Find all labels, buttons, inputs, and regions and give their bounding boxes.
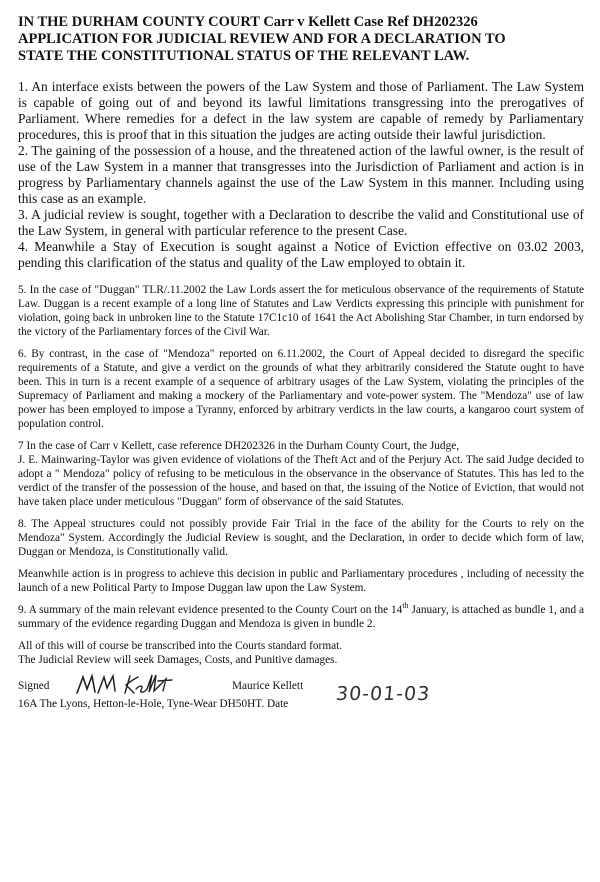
paragraph-9-start: 9. A summary of the main relevant evidence presented to the County Court on the 14 — [18, 604, 403, 616]
paragraph-7 — [18, 439, 584, 509]
document-page — [18, 14, 584, 719]
closing-line-2: The Judicial Review will seek Damages, Costs, and Punitive damages. — [18, 654, 338, 666]
closing-line-1: All of this will of course be transcribed into the Courts standard format. — [18, 640, 343, 652]
closing-block — [18, 639, 584, 667]
paragraph-7-line-1: 7 In the case of Carr v Kellett, case reference DH202326 in the Durham County Court, the Judge, — [18, 440, 460, 452]
paragraph-4: 4. Meanwhile a Stay of Execution is sought against a Notice of Eviction effective on 03.02 2003, pending this clarification of the status and quality of the Law employed to obtain it. — [18, 239, 584, 270]
paragraph-9-superscript: th — [402, 601, 409, 611]
paragraph-8: 8. The Appeal structures could not possibly provide Fair Trial in the face of the ability for the Courts to rely on the Mendoza" System. Accordingly the Judicial Review is sought, and the Declaration, in order to decide which form of law, Duggan or Mendoza, is Constitutionally valid. — [18, 518, 584, 558]
signer-address: 16A The Lyons, Hetton-le-Hole, Tyne-Wear DH50HT. Date — [18, 698, 289, 710]
signer-name: Maurice Kellett — [232, 680, 304, 692]
paragraph-9 — [18, 603, 584, 631]
paragraph-2: 2. The gaining of the possession of a house, and the threatened action of the lawful owner, is the result of use of the Law System in a manner that transgresses into the Jurisdiction of Parliament and action is in progress by Parliamentary channels against the use of the Law System in this manner. Including using this case as an example. — [18, 143, 584, 206]
paragraph-meanwhile: Meanwhile action is in progress to achieve this decision in public and Parliamentary procedures , including of necessity the launch of a new Political Party to Impose Duggan law upon the Law System. — [18, 568, 584, 594]
handwritten-signature — [74, 671, 194, 697]
heading-line-1: IN THE DURHAM COUNTY COURT Carr v Kellett Case Ref DH202326 — [18, 14, 478, 30]
paragraph-3: 3. A judicial review is sought, together with a Declaration to describe the valid and Constitutional use of the Law System, in general with particular reference to the present Case. — [18, 207, 584, 238]
paragraph-5: 5. In the case of "Duggan" TLR/.11.2002 the Law Lords assert the for meticulous observance of the requirements of Statute Law. Duggan is a recent example of a long line of Statutes and Law Verdicts expressing this principle with punishment for violation, going back in unbroken line to the Statute 17C1c10 of 1641 the Act Abolishing Star Chamber, in turn endorsed by the victory of the Parliamentary forces of the Civil War. — [18, 284, 584, 338]
handwritten-date: 30-01-03 — [334, 683, 432, 705]
paragraph-7-rest: J. E. Mainwaring-Taylor was given evidence of violations of the Theft Act and of the Perjury Act. The said Judge decided to adopt a " Mendoza" policy of refusing to be meticulous in the observance in the observance of Statutes. This has led to the verdict of the transfer of the possession of the house, and based on that, the issuing of the Notice of Eviction, that would not have taken place under meticulous "Duggan" form of observance of the said Statutes. — [18, 454, 584, 508]
heading-line-3: STATE THE CONSTITUTIONAL STATUS OF THE RELEVANT LAW. — [18, 48, 470, 64]
heading-line-2: APPLICATION FOR JUDICIAL REVIEW AND FOR A DECLARATION TO — [18, 31, 506, 47]
paragraph-9-end: January, is attached as bundle 1, and a summary of the evidence regarding Duggan and Mendoza is given in bundle 2. — [18, 604, 584, 630]
signature-row — [18, 673, 584, 695]
paragraph-1: 1. An interface exists between the powers of the Law System and those of Parliament. The Law System is capable of going out of and beyond its lawful limitations transgressing into the prerogatives of Parliament. Where remedies for a defect in the law system are capable of remedy by Parliamentary procedures, this is proof that in this situation the judges are acting outside their lawful jurisdiction. — [18, 79, 584, 142]
paragraph-6: 6. By contrast, in the case of "Mendoza" reported on 6.11.2002, the Court of Appeal decided to disregard the specific requirements of a Statute, and give a verdict on the grounds of what they arbitrarily considered the Statute ought to have been. This in turn is a recent example of a sequence of arbitrary usages of the Law System, violating the principles of the Supremacy of Parliament and making a mockery of the Parliamentary and vote-power system. The "Mendoza" use of law power has been employed to impose a Tyranny, enforced by arbitrary verdicts in the law courts, a kangaroo court system of population control. — [18, 348, 584, 430]
signed-label: Signed — [18, 680, 50, 692]
document-heading — [18, 14, 584, 65]
